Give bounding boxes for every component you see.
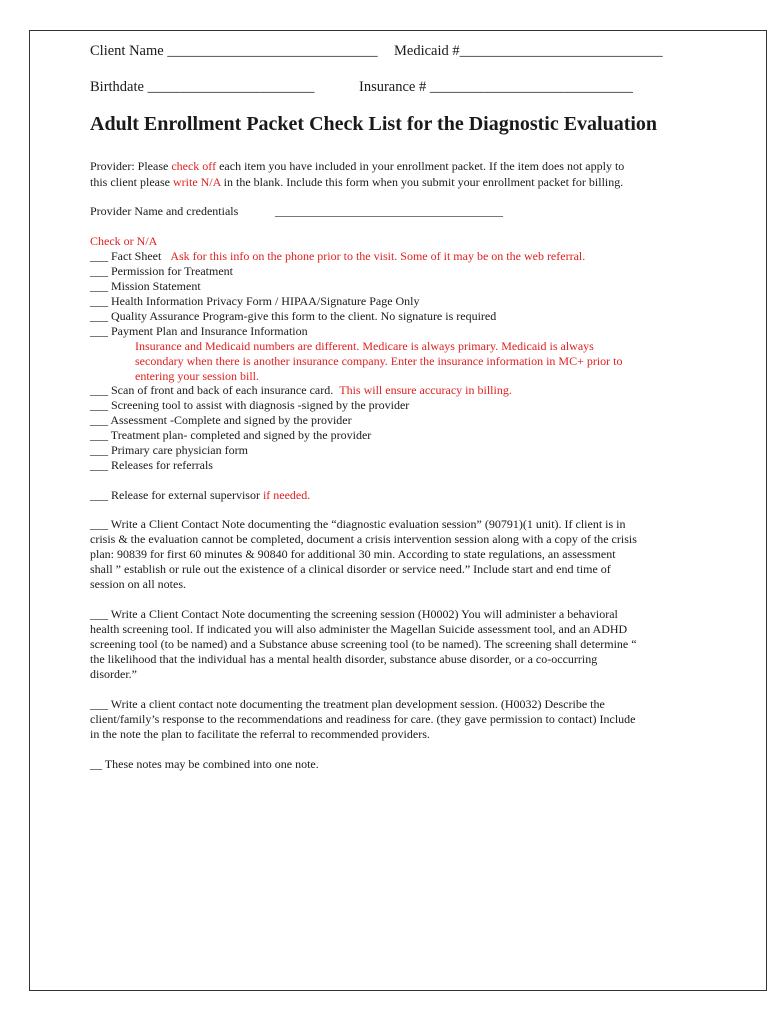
note-combined[interactable]: [90, 757, 682, 772]
note-line: health screening tool. If indicated you will also administer the Magellan Suicide assessment tool, and an ADHD: [90, 622, 628, 636]
note-line: the likelihood that the individual has a mental health disorder, substance abuse disorder, or a co-occurring: [90, 652, 598, 666]
checklist-item[interactable]: ___ Treatment plan- completed and signed by the provider: [90, 428, 372, 442]
intro-line-1: [90, 159, 624, 174]
note-line: ___ Write a client contact note documenting the treatment plan development session. (H0032) Describe the: [90, 697, 605, 711]
note-line: ___ Write a Client Contact Note documenting the screening session (H0002) You will administer a behavioral: [90, 607, 618, 621]
note-line: __ These notes may be combined into one note.: [90, 757, 319, 771]
checklist-item-fact-sheet[interactable]: [90, 249, 585, 264]
note-line: in the note the plan to facilitate the referral to recommended providers.: [90, 727, 430, 741]
note-screening-session[interactable]: [90, 607, 682, 682]
checklist-item[interactable]: ___ Quality Assurance Program-give this form to the client. No signature is required: [90, 309, 497, 323]
scan-note: This will ensure accuracy in billing.: [339, 383, 512, 397]
intro-text: this client please: [90, 175, 173, 189]
checklist-item[interactable]: ___ Mission Statement: [90, 279, 201, 293]
checklist-item-label: ___ Scan of front and back of each insurance card.: [90, 383, 334, 397]
checklist-item[interactable]: ___ Primary care physician form: [90, 443, 248, 457]
page-title: Adult Enrollment Packet Check List for the Diagnostic Evaluation: [90, 113, 658, 135]
checklist-item-scan[interactable]: [90, 383, 512, 398]
note-line: client/family’s response to the recommendations and readiness for care. (they gave permission to contact) Include: [90, 712, 636, 726]
fact-sheet-note: Ask for this info on the phone prior to the visit. Some of it may be on the web referral.: [170, 249, 586, 263]
birthdate-field[interactable]: Birthdate _______________________: [90, 79, 315, 95]
intro-text: Provider: Please: [90, 159, 172, 173]
checklist-item-label: ___ Fact Sheet: [90, 249, 162, 263]
checklist-item[interactable]: ___ Screening tool to assist with diagnosis -signed by the provider: [90, 398, 410, 412]
note-line: screening tool (to be named) and a Substance abuse screening tool (to be named). The screening shall determine “: [90, 637, 637, 651]
insurance-number-field[interactable]: Insurance # ____________________________: [359, 79, 633, 95]
external-supervisor-note: if needed.: [262, 488, 311, 502]
checklist-item[interactable]: ___ Assessment -Complete and signed by the provider: [90, 413, 352, 427]
note-line: plan: 90839 for first 60 minutes & 90840 for additional 30 min. According to state regulations, an assessment: [90, 547, 616, 561]
intro-text: in the blank. Include this form when you submit your enrollment packet for billing.: [220, 175, 624, 189]
provider-name-label: Provider Name and credentials: [90, 204, 239, 218]
checklist-item[interactable]: ___ Permission for Treatment: [90, 264, 233, 278]
note-treatment-plan[interactable]: [90, 697, 682, 742]
note-line: crisis & the evaluation cannot be completed, document a crisis intervention session along with a copy of the crisis: [90, 532, 637, 546]
intro-write-na: write N/A: [172, 175, 221, 189]
checklist-item-external-supervisor[interactable]: [90, 488, 310, 503]
note-line: shall ” establish or rule out the existence of a clinical disorder or service need.” Include start and end time of: [90, 562, 611, 576]
insurance-note-line: entering your session bill.: [135, 369, 259, 383]
note-line: session on all notes.: [90, 577, 186, 591]
checklist-item[interactable]: ___ Health Information Privacy Form / HIPAA/Signature Page Only: [90, 294, 420, 308]
intro-check-off: check off: [171, 159, 217, 173]
intro-text: each item you have included in your enrollment packet. If the item does not apply to: [216, 159, 625, 173]
checklist-item[interactable]: ___ Payment Plan and Insurance Information: [90, 324, 308, 338]
provider-name-field[interactable]: ______________________________________: [275, 204, 503, 218]
note-line: ___ Write a Client Contact Note documenting the “diagnostic evaluation session” (90791)(1 unit). If client is in: [90, 517, 626, 531]
intro-line-2: [90, 175, 623, 190]
client-name-field[interactable]: Client Name _____________________________: [90, 43, 378, 59]
note-line: disorder.”: [90, 667, 137, 681]
medicaid-number-field[interactable]: Medicaid #____________________________: [394, 43, 663, 59]
note-diagnostic-evaluation[interactable]: [90, 517, 682, 592]
insurance-note-line: Insurance and Medicaid numbers are different. Medicare is always primary. Medicaid is always: [135, 339, 594, 353]
checklist-heading: Check or N/A: [90, 234, 158, 248]
checklist-item-label: ___ Release for external supervisor: [90, 488, 260, 502]
checklist-item[interactable]: ___ Releases for referrals: [90, 458, 213, 472]
insurance-note-line: secondary when there is another insurance company. Enter the insurance information in MC+ prior to: [135, 354, 623, 368]
